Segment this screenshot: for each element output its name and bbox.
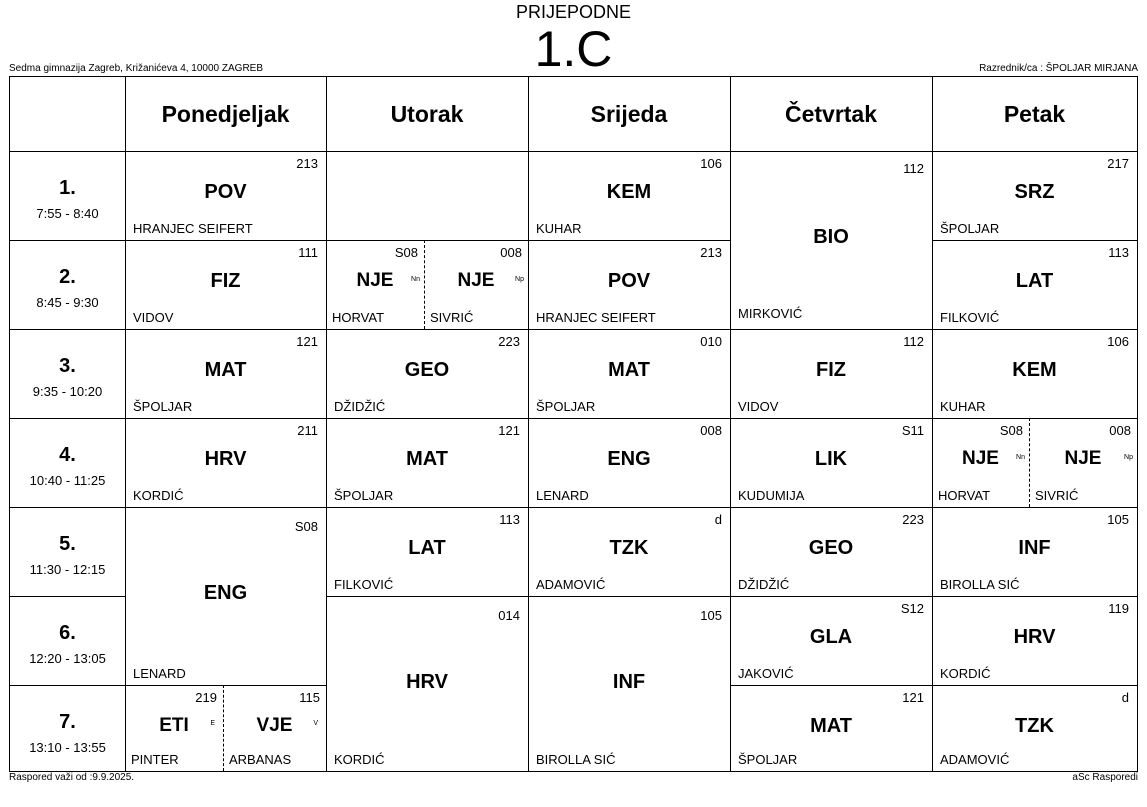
subject-label: KEM [1012, 359, 1057, 381]
room-label: 121 [902, 690, 924, 705]
period-time: 7:55 - 8:40 [36, 206, 99, 221]
room-label: 014 [498, 608, 520, 623]
period-number: 4. [59, 444, 76, 466]
room-label: 121 [498, 423, 520, 438]
teacher-label: ADAMOVIĆ [536, 577, 606, 592]
room-label: S08 [394, 245, 418, 260]
subject-label: GLA [809, 626, 853, 648]
room-label: 119 [1108, 601, 1129, 616]
group-label: Np [1124, 454, 1133, 461]
room-label: 008 [1109, 423, 1131, 438]
teacher-label: FILKOVIĆ [940, 310, 1000, 325]
subject-label: MAT [810, 715, 852, 737]
subject-label: MAT [406, 448, 448, 470]
subject-label: INF [1018, 537, 1051, 559]
day-header-wednesday: Srijeda [590, 100, 668, 127]
valid-from-note: Raspored važi od :9.9.2025. [9, 772, 135, 783]
lesson-cell[interactable] [125, 507, 326, 685]
class-teacher: Razrednik/ca : ŠPOLJAR MIRJANA [979, 63, 1138, 74]
shift-label: PRIJEPODNE [515, 2, 632, 22]
teacher-label: ŠPOLJAR [738, 752, 798, 767]
lesson-cell[interactable] [528, 329, 730, 418]
lesson-cell[interactable] [730, 685, 932, 771]
lesson-cell[interactable] [326, 596, 528, 771]
lesson-cell[interactable] [932, 329, 1137, 418]
lesson-cell[interactable] [326, 240, 424, 329]
teacher-label: VIDOV [738, 399, 779, 414]
subject-label: INF [612, 671, 646, 693]
period-time: 10:40 - 11:25 [29, 473, 106, 488]
room-label: 223 [902, 512, 924, 527]
period-time: 11:30 - 12:15 [29, 562, 106, 577]
day-header-monday: Ponedjeljak [161, 100, 290, 127]
day-header-tuesday: Utorak [390, 100, 464, 127]
room-label: 223 [498, 334, 520, 349]
period-number: 6. [59, 622, 76, 644]
day-header-friday: Petak [1003, 100, 1066, 127]
period-2 [10, 240, 125, 329]
room-label: d [1121, 690, 1129, 705]
teacher-label: DŽIDŽIĆ [738, 577, 790, 592]
subject-label: BIO [813, 226, 849, 248]
subject-label: FIZ [816, 359, 846, 381]
room-label: 111 [298, 245, 318, 260]
teacher-label: ŠPOLJAR [133, 399, 193, 414]
teacher-label: SIVRIĆ [430, 310, 474, 325]
subject-label: LIK [814, 448, 848, 470]
period-1 [10, 151, 125, 240]
teacher-label: KORDIĆ [334, 752, 385, 767]
period-number: 2. [59, 266, 76, 288]
teacher-label: LENARD [133, 666, 186, 681]
lesson-cell[interactable] [932, 507, 1137, 596]
room-label: 105 [700, 608, 722, 623]
room-label: 008 [500, 245, 522, 260]
room-label: 213 [700, 245, 722, 260]
subject-label: HRV [204, 448, 247, 470]
software-credit: aSc Rasporedi [1072, 772, 1138, 783]
subject-label: ETI [159, 715, 189, 736]
teacher-label: KUDUMIJA [738, 488, 805, 503]
teacher-label: ŠPOLJAR [940, 221, 1000, 236]
room-label: 211 [297, 423, 318, 438]
room-label: S08 [294, 519, 318, 534]
period-6 [10, 596, 125, 685]
lesson-cell[interactable] [528, 240, 730, 329]
period-number: 3. [59, 355, 76, 377]
room-label: 217 [1107, 156, 1129, 171]
teacher-label: ARBANAS [229, 752, 292, 767]
room-label: 113 [499, 512, 520, 527]
room-label: 121 [296, 334, 318, 349]
period-number: 7. [59, 711, 76, 733]
subject-label: MAT [608, 359, 650, 381]
day-header-thursday: Četvrtak [784, 100, 878, 127]
lesson-cell[interactable] [528, 596, 730, 771]
lesson-cell[interactable] [125, 685, 223, 771]
room-label: 112 [903, 334, 924, 349]
teacher-label: JAKOVIĆ [738, 666, 794, 681]
lesson-cell[interactable] [730, 507, 932, 596]
teacher-label: MIRKOVIĆ [738, 306, 803, 321]
period-number: 5. [59, 533, 76, 555]
lesson-cell[interactable] [528, 418, 730, 507]
period-time: 9:35 - 10:20 [32, 384, 103, 399]
subject-label: HRV [406, 671, 448, 693]
subject-label: GEO [404, 359, 450, 381]
subject-label: SRZ [1014, 181, 1055, 203]
period-time: 13:10 - 13:55 [29, 740, 106, 755]
lesson-cell[interactable] [932, 151, 1137, 240]
room-label: 112 [903, 161, 924, 176]
subject-label: TZK [1015, 715, 1054, 737]
subject-label: LAT [1015, 270, 1054, 292]
teacher-label: HORVAT [332, 310, 385, 325]
period-5 [10, 507, 125, 596]
room-label: 213 [296, 156, 318, 171]
room-label: 115 [299, 690, 320, 705]
subject-label: NJE [1064, 448, 1102, 469]
lesson-cell[interactable] [424, 240, 528, 329]
teacher-label: BIROLLA SIĆ [940, 577, 1020, 592]
lesson-cell[interactable] [730, 329, 932, 418]
lesson-cell[interactable] [1029, 418, 1137, 507]
lesson-cell[interactable] [932, 240, 1137, 329]
room-label: 008 [700, 423, 722, 438]
teacher-label: KORDIĆ [133, 488, 184, 503]
room-label: S12 [900, 601, 924, 616]
teacher-label: KUHAR [536, 221, 582, 236]
room-label: d [714, 512, 722, 527]
teacher-label: ŠPOLJAR [334, 488, 394, 503]
timetable-grid [9, 76, 1138, 772]
lesson-cell[interactable] [326, 329, 528, 418]
subject-label: NJE [962, 448, 999, 469]
class-title: 1.C [534, 21, 613, 77]
subject-label: ENG [607, 448, 651, 470]
period-time: 8:45 - 9:30 [36, 295, 99, 310]
subject-label: HRV [1013, 626, 1056, 648]
lesson-cell[interactable] [730, 596, 932, 685]
room-label: S08 [999, 423, 1023, 438]
lesson-cell[interactable] [932, 596, 1137, 685]
subject-label: GEO [808, 537, 854, 559]
subject-label: NJE [457, 270, 495, 291]
teacher-label: ADAMOVIĆ [940, 752, 1010, 767]
group-label: E [210, 720, 215, 727]
lesson-cell[interactable] [223, 685, 326, 771]
teacher-label: KUHAR [940, 399, 986, 414]
subject-label: KEM [606, 181, 652, 203]
subject-label: LAT [408, 537, 446, 559]
teacher-label: HORVAT [938, 488, 991, 503]
period-4 [10, 418, 125, 507]
lesson-cell[interactable] [326, 507, 528, 596]
subject-label: FIZ [210, 270, 241, 292]
room-label: 106 [1107, 334, 1129, 349]
group-label: Nn [1016, 454, 1025, 461]
lesson-cell[interactable] [125, 418, 326, 507]
teacher-label: PINTER [131, 752, 179, 767]
teacher-label: KORDIĆ [940, 666, 991, 681]
subject-label: MAT [204, 359, 247, 381]
lesson-cell[interactable] [730, 418, 932, 507]
period-time: 12:20 - 13:05 [29, 651, 106, 666]
school-address: Sedma gimnazija Zagreb, Križanićeva 4, 10000 ZAGREB [9, 63, 264, 74]
room-label: 106 [700, 156, 722, 171]
period-number: 1. [59, 177, 76, 199]
lesson-cell[interactable] [932, 418, 1029, 507]
group-label: Nn [411, 276, 420, 283]
lesson-cell[interactable] [528, 151, 730, 240]
lesson-cell[interactable] [730, 151, 932, 329]
teacher-label: HRANJEC SEIFERT [536, 310, 656, 325]
room-label: S11 [901, 423, 924, 438]
subject-label: POV [204, 181, 247, 203]
lesson-cell[interactable] [125, 329, 326, 418]
subject-label: ENG [203, 582, 248, 604]
subject-label: VJE [256, 715, 293, 736]
teacher-label: HRANJEC SEIFERT [133, 221, 253, 236]
lesson-cell[interactable] [326, 418, 528, 507]
lesson-cell[interactable] [528, 507, 730, 596]
teacher-label: DŽIDŽIĆ [334, 399, 386, 414]
lesson-cell[interactable] [125, 240, 326, 329]
room-label: 010 [700, 334, 722, 349]
room-label: 113 [1108, 245, 1129, 260]
period-3 [10, 329, 125, 418]
subject-label: NJE [356, 270, 394, 291]
lesson-cell[interactable] [125, 151, 326, 240]
teacher-label: ŠPOLJAR [536, 399, 596, 414]
group-label: Np [515, 276, 524, 283]
group-label: V [313, 720, 318, 727]
teacher-label: VIDOV [133, 310, 174, 325]
subject-label: TZK [609, 537, 649, 559]
teacher-label: BIROLLA SIĆ [536, 752, 616, 767]
teacher-label: FILKOVIĆ [334, 577, 394, 592]
teacher-label: LENARD [536, 488, 589, 503]
lesson-cell[interactable] [932, 685, 1137, 771]
subject-label: POV [607, 270, 651, 292]
room-label: 219 [195, 690, 217, 705]
period-7 [10, 685, 125, 771]
teacher-label: SIVRIĆ [1035, 488, 1079, 503]
room-label: 105 [1107, 512, 1129, 527]
